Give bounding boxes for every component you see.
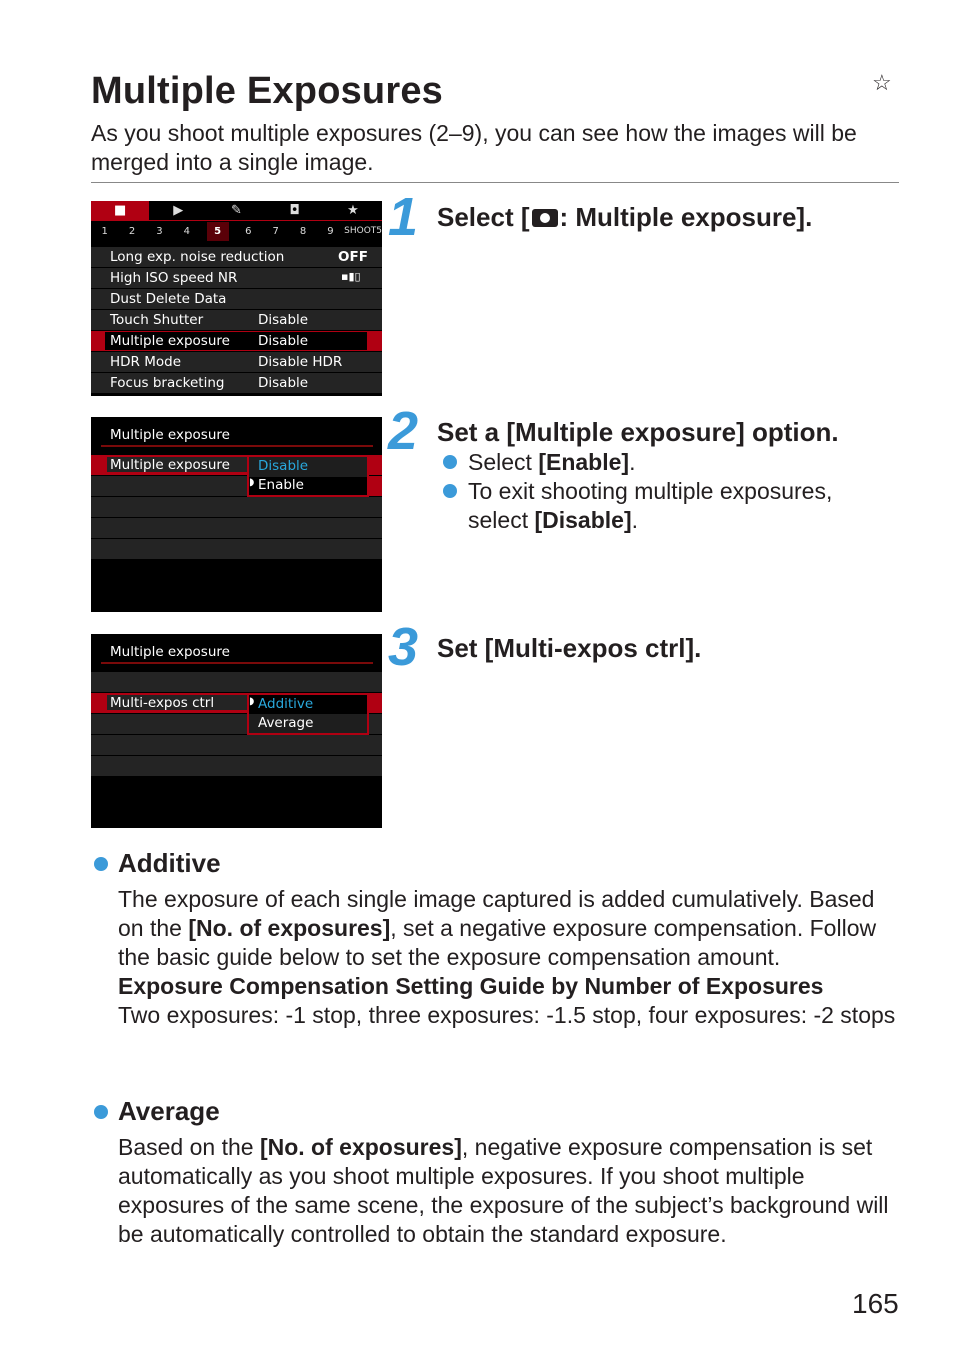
menu-row[interactable]: Dust Delete Data: [91, 289, 382, 309]
bullet-icon: [443, 455, 457, 469]
menu-row-selected[interactable]: Multi-expos ctrl: [91, 693, 382, 713]
menu-row: [91, 497, 382, 517]
menu-row[interactable]: Focus bracketing Disable: [91, 373, 382, 393]
page-7[interactable]: 7: [272, 226, 279, 237]
selector-arrow-icon: ◗: [249, 477, 255, 488]
menu-row-selected[interactable]: Multiple exposure Disable: [91, 331, 382, 351]
page-number: 165: [852, 1288, 899, 1319]
menu-row: [91, 518, 382, 538]
custom-tab-icon[interactable]: ◘: [289, 203, 300, 218]
playback-tab-icon[interactable]: ▶: [173, 203, 184, 218]
step-1-title: Select [ : Multiple exposure].: [437, 202, 813, 232]
menu-row[interactable]: High ISO speed NR ▪▮▯: [91, 268, 382, 288]
bullet-icon: [443, 484, 457, 498]
option-dropdown: [247, 455, 369, 497]
camera-menu-screen-3: [91, 634, 382, 828]
page-3[interactable]: 3: [156, 226, 163, 237]
step-2-bullet: To exit shooting multiple exposures, select [Disable].: [468, 478, 833, 533]
page-title: Multiple Exposures: [91, 70, 444, 112]
page-6[interactable]: 6: [245, 226, 252, 237]
step-2-title: Set a [Multiple exposure] option.: [437, 417, 839, 447]
camera-tab-icon[interactable]: ■: [91, 201, 149, 221]
camera-menu-screen-2: [91, 417, 382, 612]
step-2-bullet: Select [Enable].: [468, 449, 636, 475]
bullet-icon: [94, 1105, 108, 1119]
page-4[interactable]: 4: [183, 226, 191, 237]
page-2[interactable]: 2: [128, 226, 136, 237]
divider: [91, 182, 899, 183]
option-dropdown: [247, 693, 369, 735]
option-enable[interactable]: Enable: [258, 477, 304, 493]
page-1[interactable]: 1: [101, 226, 108, 237]
screen-title: Multiple exposure: [110, 427, 230, 443]
selector-arrow-icon: ◗: [249, 696, 255, 707]
screen-title: Multiple exposure: [110, 644, 230, 660]
step-3-title: Set [Multi-expos ctrl].: [437, 633, 702, 663]
option-average[interactable]: Average: [258, 715, 314, 731]
wrench-tab-icon[interactable]: ✎: [231, 203, 242, 218]
page-shoot5[interactable]: SHOOT5: [344, 226, 382, 236]
step-number: 3: [388, 617, 417, 677]
step-number: 1: [388, 187, 417, 247]
menu-row[interactable]: HDR Mode Disable HDR: [91, 352, 382, 372]
step-number: 2: [388, 401, 417, 461]
camera-menu-screen-1: [91, 201, 382, 396]
menu-row: [91, 735, 382, 755]
camera-icon: [532, 209, 558, 227]
bullet-icon: [94, 857, 108, 871]
star-tab-icon[interactable]: ★: [347, 203, 359, 218]
additive-description: The exposure of each single image captured is added cumulatively. Based on the [No. of exposures], set a negative exposure compensation. Follow the basic guide below to set the exposure compensation amount. Exposure Compensation Setting Guide by Number of Exposures Two exposures: -1 stop, three exposures: -1.5 stop, four exposures: -2 stops: [118, 886, 896, 1028]
menu-pages: [91, 222, 382, 241]
star-icon: ☆: [872, 70, 892, 95]
menu-row-selected[interactable]: Multiple exposure: [91, 455, 382, 475]
average-heading: Average: [118, 1096, 220, 1126]
page-9[interactable]: 9: [327, 226, 334, 237]
menu-tabs: [91, 201, 382, 221]
menu-row: [91, 672, 382, 692]
page-8[interactable]: 8: [299, 226, 307, 237]
option-disable[interactable]: Disable: [258, 458, 309, 474]
menu-row[interactable]: Long exp. noise reduction OFF: [91, 247, 382, 267]
page-5[interactable]: 5: [207, 222, 229, 241]
menu-row: [91, 539, 382, 559]
intro-text: As you shoot multiple exposures (2–9), you can see how the images will be merged into a single image.: [91, 120, 857, 175]
additive-heading: Additive: [118, 848, 221, 878]
option-additive[interactable]: Additive: [258, 696, 314, 712]
menu-row: [91, 756, 382, 776]
average-description: Based on the [No. of exposures], negative exposure compensation is set automatically as you shoot multiple exposures. If you shoot multiple exposures of the same scene, the exposure of the subject’s background will be automatically controlled to obtain the standard exposure.: [118, 1134, 889, 1247]
menu-row[interactable]: Touch Shutter Disable: [91, 310, 382, 330]
